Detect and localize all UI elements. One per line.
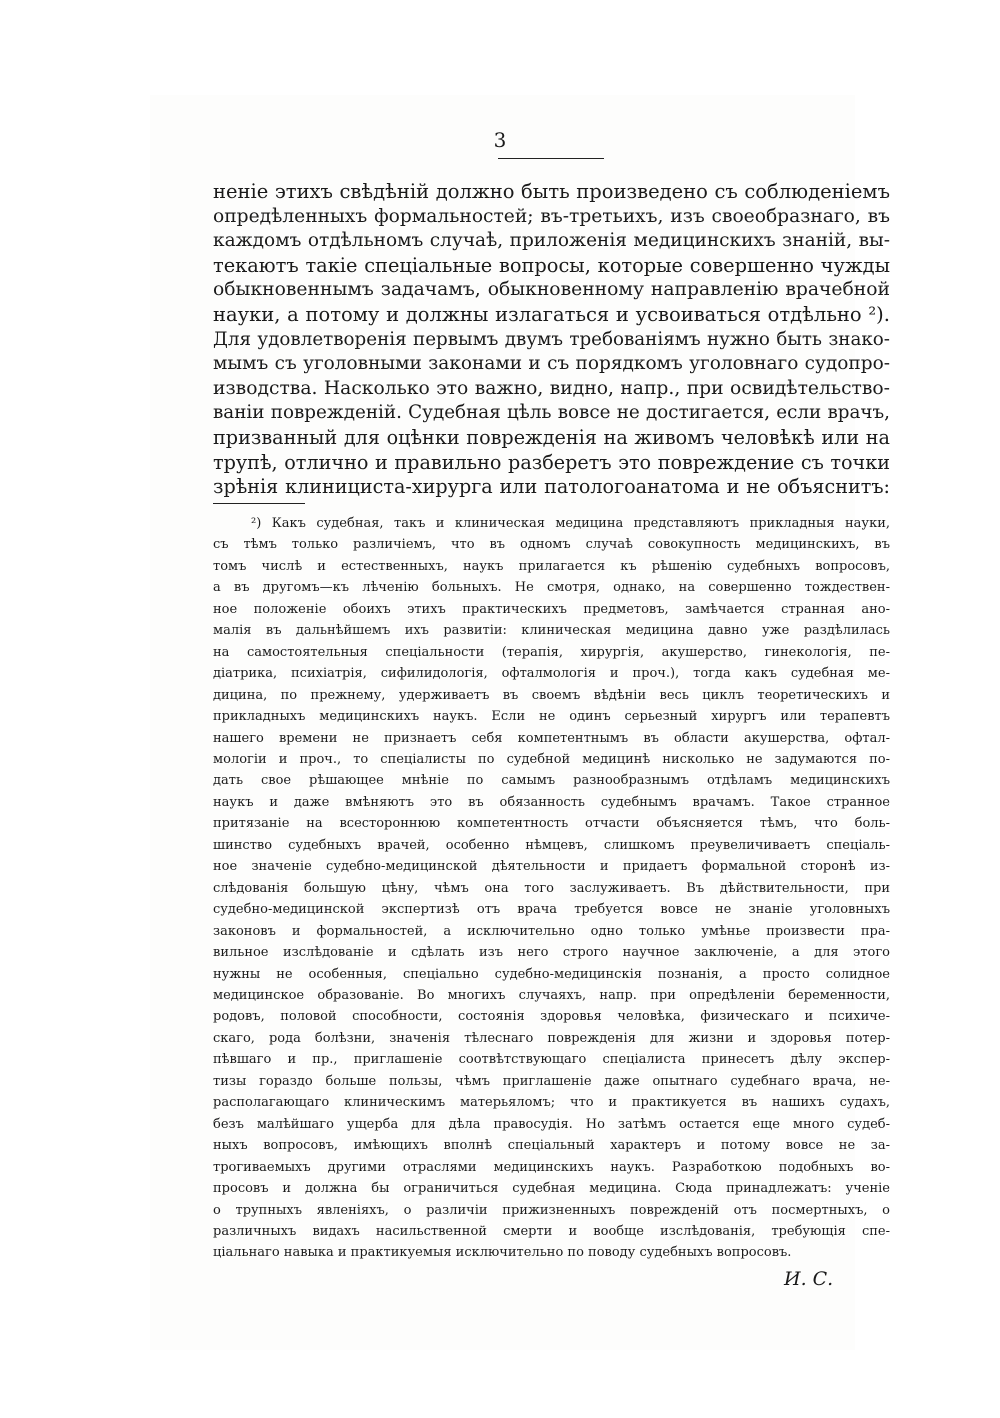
main-text-line: мымъ съ уголовными законами и съ порядкомъ уголовнаго судопро- bbox=[213, 353, 890, 375]
footnote-line: ныхъ вопросовъ, имѣющихъ вполнѣ спеціальный характеръ и потому вовсе не за- bbox=[213, 1138, 890, 1154]
footnote-line: просовъ и должна бы ограничиться судебная медицина. Сюда принадлежатъ: ученіе bbox=[213, 1181, 890, 1197]
footnote-line: медицинское образованіе. Во многихъ случаяхъ, напр. при опредѣленіи беременности, bbox=[213, 987, 890, 1003]
main-text-line: трупѣ, отлично и правильно разберетъ это повреждение съ точки bbox=[213, 450, 890, 474]
author-signature: И. С. bbox=[784, 1268, 834, 1290]
main-text-line: неніе этихъ свѣдѣній должно быть произведено съ соблюденіемъ bbox=[213, 180, 890, 203]
footnote-line: малія въ дальнѣйшемъ ихъ развитіи: клиническая медицина давно уже раздѣлилась bbox=[213, 623, 890, 639]
footnote-line: нужны не особенныя, спеціально судебно-медицинскія познанія, а просто солидное bbox=[213, 966, 890, 982]
footnote-line: скаго, рода болѣзни, значенія тѣлеснаго поврежденія для жизни и здоровья потер- bbox=[213, 1030, 890, 1046]
main-text bbox=[213, 180, 890, 500]
footnote-line: о трупныхъ явленіяхъ, о различіи прижизненныхъ поврежденій отъ посмертныхъ, о bbox=[213, 1202, 890, 1218]
footnote-line: діатрика, психіатрія, сифилидологія, офталмологія и проч.), тогда какъ судебная ме- bbox=[213, 666, 890, 682]
footnote-line: безъ малѣйшаго ущерба для дѣла правосудія. Но затѣмъ остается еще много судеб- bbox=[213, 1116, 890, 1132]
footnote-line: ціальнаго навыка и практикуемыя исключительно по поводу судебныхъ вопросовъ. bbox=[213, 1245, 792, 1261]
footnote-line: а въ другомъ—къ лѣченію больныхъ. Не смотря, однако, на совершенно тождествен- bbox=[213, 580, 890, 596]
footnote-line: нашего времени не признаетъ себя компетентнымъ въ области акушерства, офтал- bbox=[213, 730, 890, 746]
footnote-line: притязаніе на всестороннюю компетентность отчасти объясняется тѣмъ, что боль- bbox=[213, 816, 890, 832]
page-number-rule bbox=[498, 158, 604, 159]
footnote-line: шинство судебныхъ врачей, особенно нѣмцевъ, слишкомъ преувеличиваетъ спеціаль- bbox=[213, 837, 890, 853]
footnote-line: слѣдованія большую цѣну, чѣмъ она того заслуживаетъ. Въ дѣйствительности, при bbox=[213, 880, 890, 896]
footnote-line: на самостоятельныя спеціальности (терапія, хирургія, акушерство, гинекологія, пе- bbox=[213, 644, 890, 660]
footnote-line: прикладныхъ медицинскихъ наукъ. Если не одинъ серьезный хирургъ или терапевтъ bbox=[213, 709, 890, 725]
main-text-line: призванный для оцѣнки поврежденія на живомъ человѣкѣ или на bbox=[213, 425, 890, 449]
footnote-line: дать свое рѣшающее мнѣніе по самымъ разнообразнымъ отдѣламъ медицинскихъ bbox=[213, 773, 890, 789]
footnote-line: родовъ, половой способности, состоянія здоровья человѣка, физическаго и психиче- bbox=[213, 1009, 890, 1025]
main-text-line: Для удовлетворенія первымъ двумъ требованіямъ нужно быть знако- bbox=[213, 328, 890, 350]
footnote-line: ²) Какъ судебная, такъ и клиническая медицина представляютъ прикладныя науки, bbox=[251, 516, 890, 531]
footnote-line: законовъ и формальностей, а исключительно одно только умѣнье произвести пра- bbox=[213, 923, 890, 939]
footnote-line: дицина, по прежнему, удерживаетъ въ своемъ вѣдѣніи весь циклъ теоретическихъ и bbox=[213, 687, 890, 703]
footnote-line: располагающаго клиническимъ матерьяломъ; что и практикуется въ нашихъ судахъ, bbox=[213, 1095, 890, 1111]
main-text-line: ваніи поврежденій. Судебная цѣль вовсе не достигается, если врачъ, bbox=[213, 402, 890, 424]
footnote-line: томъ числѣ и естественныхъ, наукъ прилагается къ рѣшенію судебныхъ вопросовъ, bbox=[213, 558, 890, 574]
footnote-line: ное значеніе судебно-медицинской дѣятельности и придаетъ формальной сторонѣ из- bbox=[213, 859, 890, 875]
footnote-line: вильное изслѣдованіе и сдѣлать изъ него строго научное заключеніе, а для этого bbox=[213, 945, 890, 961]
footnote-line: ное положеніе обоихъ этихъ практическихъ предметовъ, замѣчается странная ано- bbox=[213, 601, 890, 617]
main-text-line: науки, а потому и должны излагаться и усвоиваться отдѣльно ²). bbox=[213, 302, 890, 326]
main-text-line: опредѣленныхъ формальностей; въ-третьихъ, изъ своеобразнаго, въ bbox=[213, 205, 890, 227]
main-text-line: обыкновеннымъ задачамъ, обыкновенному направленію врачебной bbox=[213, 279, 890, 301]
page-number: 3 bbox=[493, 128, 507, 152]
footnote-line: пѣвшаго и пр., приглашеніе соотвѣтствующаго спеціалиста принесетъ дѣлу экспер- bbox=[213, 1052, 890, 1068]
main-text-line: изводства. Насколько это важно, видно, напр., при освидѣтельство- bbox=[213, 377, 890, 399]
main-text-line: текаютъ такіе спеціальные вопросы, которые совершенно чужды bbox=[213, 253, 890, 277]
main-text-line: зрѣнія клинициста-хирурга или патологоанатома и не объяснитъ: bbox=[213, 475, 890, 499]
footnote-line: трогиваемыхъ другими отраслями медицинскихъ наукъ. Разработкою подобныхъ во- bbox=[213, 1159, 890, 1175]
footnote bbox=[213, 513, 890, 1264]
footnote-line: мологіи и проч., то спеціалисты по судебной медицинѣ нисколько не задумаются по- bbox=[213, 751, 890, 767]
footnote-line: судебно-медицинской экспертизѣ отъ врача требуется вовсе не знаніе уголовныхъ bbox=[213, 902, 890, 918]
footnote-rule bbox=[213, 503, 305, 504]
footnote-line: наукъ и даже вмѣняютъ это въ обязанность судебнымъ врачамъ. Такое странное bbox=[213, 794, 890, 810]
footnote-line: различныхъ видахъ насильственной смерти и вообще изслѣдованія, требующія спе- bbox=[213, 1223, 890, 1239]
main-text-line: каждомъ отдѣльномъ случаѣ, приложенія медицинскихъ знаній, вы- bbox=[213, 230, 890, 252]
footnote-line: съ тѣмъ только различіемъ, что въ одномъ случаѣ совокупность медицинскихъ, въ bbox=[213, 537, 890, 553]
footnote-line: тизы гораздо больше пользы, чѣмъ приглашеніе даже опытнаго судебнаго врача, не- bbox=[213, 1073, 890, 1089]
